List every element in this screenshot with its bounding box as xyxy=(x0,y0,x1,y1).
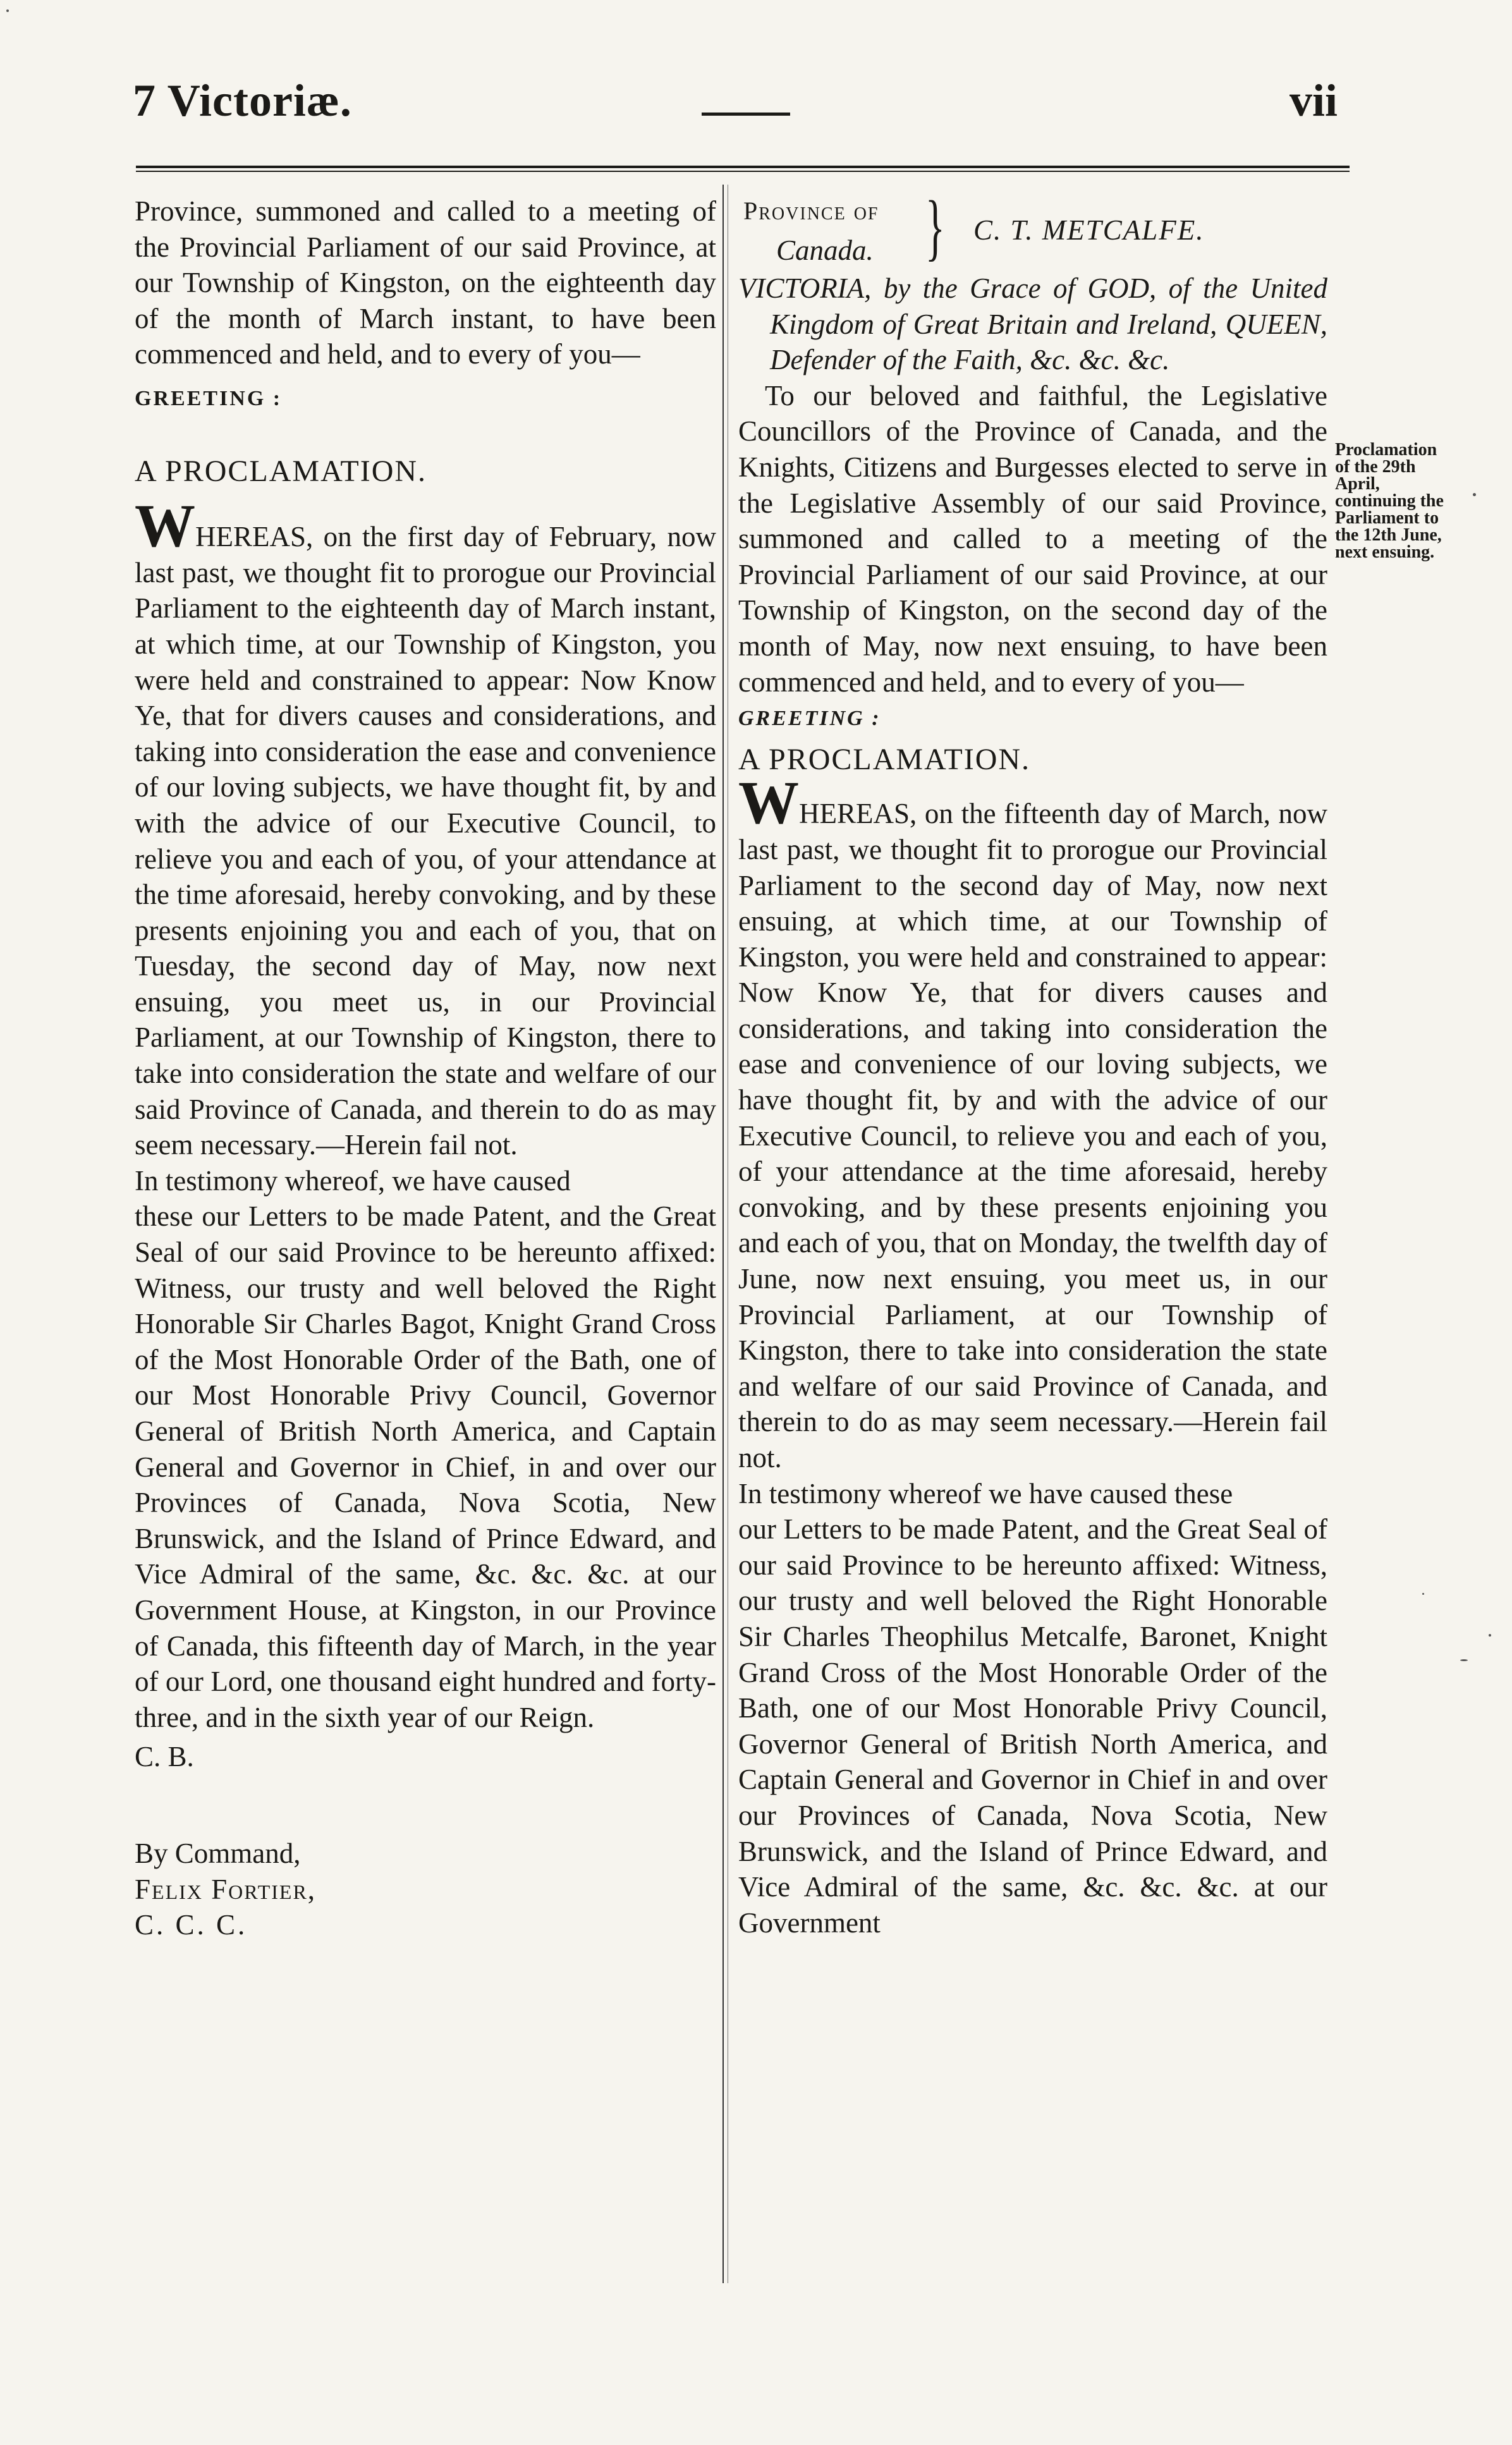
left-initials: C. B. xyxy=(135,1741,194,1773)
left-column xyxy=(135,193,716,1943)
scan-speck xyxy=(6,9,9,12)
brace-glyph: } xyxy=(925,185,945,268)
province-label: Province of xyxy=(743,197,879,225)
left-proclamation-title: A PROCLAMATION. xyxy=(135,454,427,488)
right-dropcap: W xyxy=(738,769,799,837)
right-body-first: HEREAS, xyxy=(799,798,917,830)
right-proclamation-title: A PROCLAMATION. xyxy=(738,742,1031,776)
left-intro: Province, summoned and called to a meeting of the Provincial Parliament of our said Province, at our Township of Kingston, on the eighteenth day of the month of March instant, to have been commenced and held, and to every of you— xyxy=(135,195,716,370)
scan-speck xyxy=(1489,1634,1491,1637)
margin-note: Proclamation of the 29th April, continuing the Parliament to the 12th June, next ensuing. xyxy=(1335,440,1444,562)
right-greeting: GREETING : xyxy=(738,707,881,731)
left-body-first: HEREAS, xyxy=(195,521,314,553)
province-heading xyxy=(738,185,1327,268)
governor-signature: C. T. METCALFE. xyxy=(973,214,1205,246)
column-divider xyxy=(722,185,724,2283)
header-rule xyxy=(136,166,1350,172)
running-head-dash xyxy=(702,113,790,116)
page-number: vii xyxy=(1289,75,1338,126)
right-address: To our beloved and faithful, the Legislative Councillors of the Province of Canada, and the Knights, Citizens and Burgesses elected to serve in the Legislative Assembly of our said Province, summoned and called to a meeting of the Provincial Parliament of our said Province, at our Township of Kingston, on the second day of the month of May, now next ensuing, to have been commenced and held, and to every of you— xyxy=(738,379,1327,698)
left-greeting: GREETING : xyxy=(135,386,283,410)
signatory-name: Felix Fortier, xyxy=(135,1873,317,1905)
scan-speck xyxy=(1460,1659,1468,1661)
left-testimony: these our Letters to be made Patent, and the Great Seal of our said Province to be hereunto affixed: Witness, our trusty and well beloved the Right Honorable Sir Charles Bagot, Knight Grand Cross of the Most Honorable Order of the Bath, one of our Most Honorable Privy Council, Governor General of British North America, and Captain General and Governor in Chief, in and over our Provinces of Canada, Nova Scotia, New Brunswick, and the Island of Prince Edward, and Vice Admiral of the same, &c. &c. &c. at our Government House, at Kingston, in our Province of Canada, this fifteenth day of March, in the year of our Lord, one thousand eight hundred and forty-three, and in the sixth year of our Reign. xyxy=(135,1200,716,1733)
left-body-text: on the first day of February, now last past, we thought fit to prorogue our Provincial Parliament to the eighteenth day of March instant, at which time, at our Township of Kingston, you were held and constrained to appear: Now Know Ye, that for divers causes and considerations, and taking into consideration the ease and convenience of our loving subjects, we have thought fit, by and with the advice of our Executive Council, to relieve you and each of you, of your attendance at the time aforesaid, hereby convoking, and by these presents enjoining you and each of you, that on Tuesday, the second day of May, now next ensuing, you meet us, in our Provincial Parliament, at our Township of Kingston, there to take into consideration the state and welfare of our said Province of Canada, and therein to do as may seem necessary.—Herein fail not. xyxy=(135,521,716,1161)
by-command: By Command, xyxy=(135,1837,301,1869)
scan-speck xyxy=(1473,493,1476,496)
running-head-title: 7 Victoriæ. xyxy=(133,75,352,126)
signatory-title: C. C. C. xyxy=(135,1909,248,1941)
province-name: Canada. xyxy=(776,235,874,266)
right-testimony-first: In testimony whereof we have caused these xyxy=(738,1477,1233,1509)
left-testimony-first: In testimony whereof, we have caused xyxy=(135,1164,571,1197)
right-proclamation-body xyxy=(738,769,1327,1475)
right-testimony: our Letters to be made Patent, and the Great Seal of our said Province to be hereunto affixed: Witness, our trusty and well beloved the Right Honorable Sir Charles Theophilus Metcalfe, Baronet, Knight Grand Cross of the Most Honorable Order of the Bath, one of our Most Honorable Privy Council, Governor General of British North America, and Captain General and Governor in Chief in and over our Provinces of Canada, Nova Scotia, New Brunswick, and the Island of Prince Edward, and Vice Admiral of the same, &c. &c. &c. at our Government xyxy=(738,1513,1327,1939)
left-dropcap: W xyxy=(135,492,195,560)
left-proclamation-body xyxy=(135,492,716,1163)
right-body-text: on the fifteenth day of March, now last past, we thought fit to prorogue our Provincial Parliament to the second day of May, now next ensuing, at which time, at our Township of Kingston, you were held and constrained to appear: Now Know Ye, that for divers causes and considerations, and taking into consideration the ease and convenience of our loving subjects, we have thought fit, by and with the advice of our Executive Council, to relieve you and each of you, of your attendance at the time aforesaid, hereby convoking, and by these presents enjoining you and each of you, that on Monday, the twelfth day of June, now next ensuing, you meet us, in our Provincial Parliament, at our Township of Kingston, there to take into consideration the state and welfare of our said Province of Canada, and therein to do as may seem necessary.—Herein fail not. xyxy=(738,798,1327,1473)
royal-style: VICTORIA, by the Grace of GOD, of the United Kingdom of Great Britain and Ireland, QUEEN, Defender of the Faith, &c. &c. &c. xyxy=(738,272,1327,376)
scan-speck xyxy=(1422,1593,1424,1595)
right-column xyxy=(738,185,1327,1941)
